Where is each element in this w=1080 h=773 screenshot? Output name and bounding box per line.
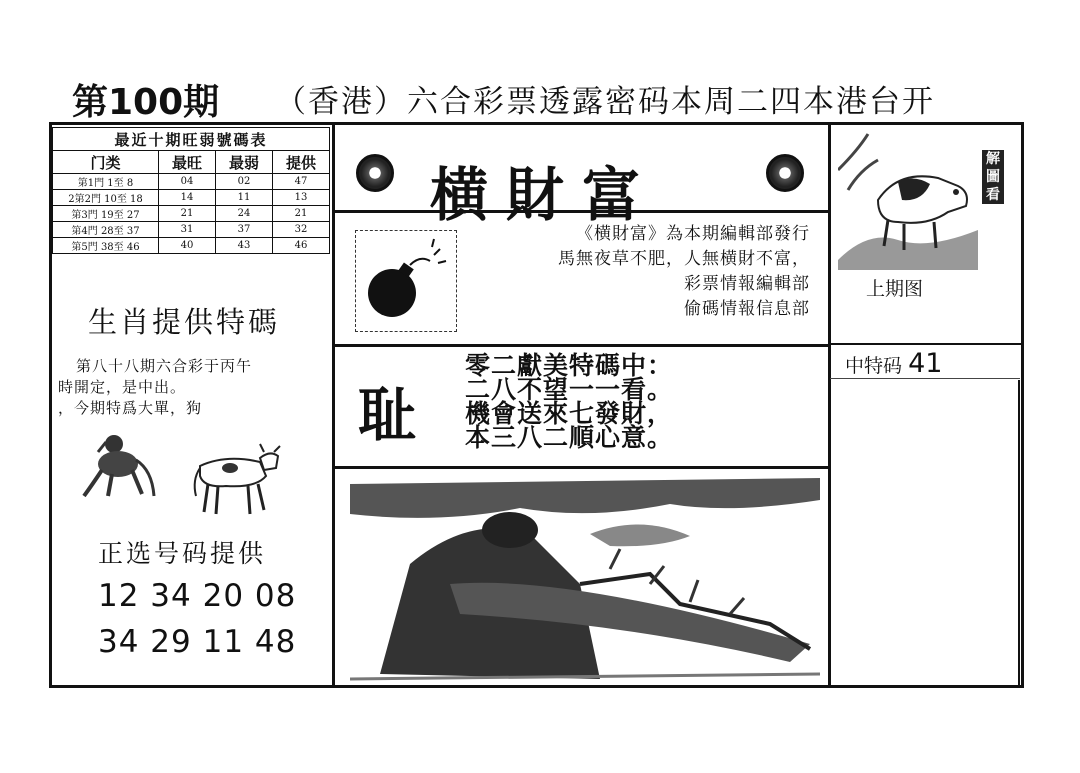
brand-title: 横財富 — [430, 161, 659, 229]
table-cell: 47 — [273, 174, 330, 190]
table-cell: 14 — [159, 190, 216, 206]
table-row — [53, 190, 330, 206]
poem-big-char: 耻 — [358, 381, 417, 449]
table-cell: 32 — [273, 222, 330, 238]
coin-icon — [356, 154, 394, 192]
picks-row-2: 34 29 11 48 — [98, 624, 297, 660]
table-cell: 24 — [216, 206, 273, 222]
bomb-box — [355, 230, 457, 332]
table-row — [53, 238, 330, 254]
poem-line: 機會送來七發財， — [465, 399, 674, 428]
picks-title: 正选号码提供 — [98, 539, 267, 568]
table-cell: 2第2門 10至 18 — [53, 190, 159, 206]
table-caption: 最近十期旺弱號碼表 — [53, 128, 330, 151]
table-cell: 21 — [273, 206, 330, 222]
table-cell: 46 — [273, 238, 330, 254]
poem-line: 二八不望一一看。 — [465, 375, 674, 404]
table-cell: 第1門 1至 8 — [53, 174, 159, 190]
poem-line: 零二獻美特碼中： — [465, 351, 674, 380]
table-row — [53, 206, 330, 222]
special-number-label: 中特码 — [845, 355, 903, 377]
coin-icon — [766, 154, 804, 192]
table-cell: 43 — [216, 238, 273, 254]
divider-left — [332, 124, 335, 687]
intro-line: 《横財富》為本期編輯部發行 — [576, 224, 810, 244]
intro-line: 馬無夜草不肥，人無横財不富， — [558, 249, 810, 269]
poem-line: 本三八二順心意。 — [465, 423, 674, 452]
previous-image-label: 上期图 — [866, 278, 924, 300]
intro-line: 偷碼情報信息部 — [684, 299, 810, 319]
divider-intro — [334, 344, 829, 347]
table-cell: 13 — [273, 190, 330, 206]
column-header: 最弱 — [216, 151, 273, 174]
divider-poem — [334, 466, 829, 469]
brand-intro — [558, 222, 810, 322]
column-header: 最旺 — [159, 151, 216, 174]
table-cell: 37 — [216, 222, 273, 238]
table-row — [53, 222, 330, 238]
ox-icon — [186, 440, 286, 520]
special-number-value: 41 — [908, 348, 943, 379]
table-cell: 04 — [159, 174, 216, 190]
picks-row-1: 12 34 20 08 — [98, 578, 297, 614]
issue-number: 第100期 — [72, 82, 220, 123]
zodiac-note-line: ，今期特爲大單，狗 — [58, 399, 203, 417]
intro-line: 彩票情報編輯部 — [684, 274, 810, 294]
zodiac-note-line: 時開定，是中出。 — [58, 378, 187, 396]
table-cell: 40 — [159, 238, 216, 254]
special-number — [845, 348, 942, 379]
table-cell: 21 — [159, 206, 216, 222]
side-tag: 解圖看 — [982, 150, 1004, 204]
zodiac-title: 生肖提供特碼 — [88, 305, 281, 339]
divider-right-panel — [830, 343, 1022, 345]
woodcutter-illustration — [350, 474, 820, 684]
table-cell: 第5門 38至 46 — [53, 238, 159, 254]
zodiac-note-line: 第八十八期六合彩于丙午 — [76, 357, 253, 375]
monkey-icon — [72, 430, 162, 502]
table-cell: 02 — [216, 174, 273, 190]
table-cell: 第3門 19至 27 — [53, 206, 159, 222]
column-header: 提供 — [273, 151, 330, 174]
table-row — [53, 174, 330, 190]
column-header: 门类 — [53, 151, 159, 174]
divider-right — [828, 124, 831, 687]
table-cell: 31 — [159, 222, 216, 238]
zodiac-note — [58, 356, 323, 419]
table-cell: 11 — [216, 190, 273, 206]
headline: （香港）六合彩票透露密码本周二四本港台开 — [275, 84, 935, 120]
dog-icon — [838, 130, 978, 270]
divider-right-edge — [1018, 380, 1020, 686]
hot-cold-table — [52, 127, 330, 254]
bomb-icon — [356, 231, 456, 331]
table-cell: 第4門 28至 37 — [53, 222, 159, 238]
poem — [465, 351, 674, 452]
